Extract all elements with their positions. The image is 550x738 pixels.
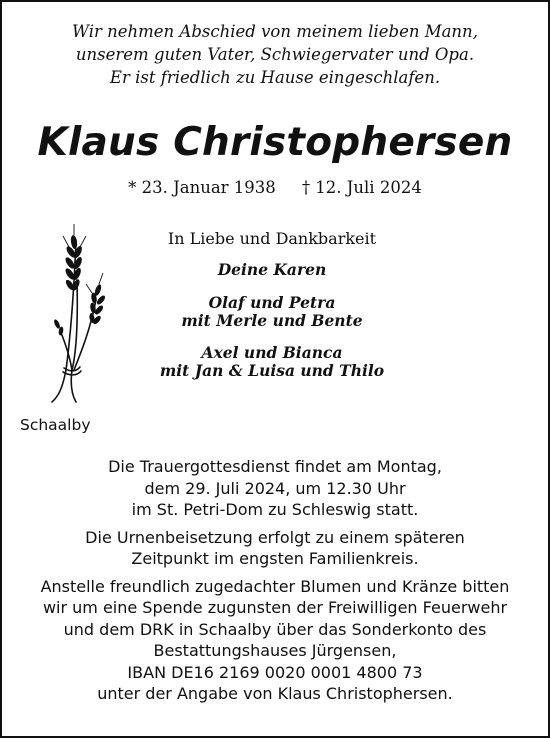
mourner-line: Olaf und Petra <box>208 293 336 312</box>
iban-line: IBAN DE16 2169 0020 0001 4800 73 <box>127 662 423 682</box>
urn-line-2: Zeitpunkt im engsten Familienkreis. <box>131 549 419 568</box>
birth-date: * 23. Januar 1938 <box>128 178 276 197</box>
urn-line-1: Die Urnenbeisetzung erfolgt zu einem späteren <box>85 527 465 547</box>
intro-text <box>2 20 548 89</box>
deceased-name: Klaus Christophersen <box>37 120 513 165</box>
life-dates <box>2 178 548 197</box>
funeral-line-1: Die Trauergottesdienst findet am Montag, <box>108 457 442 476</box>
intro-line-3: Er ist friedlich zu Hause eingeschlafen. <box>109 68 441 87</box>
mourner-line: mit Jan & Luisa und Thilo <box>159 361 385 380</box>
funeral-line-3: im St. Petri-Dom zu Schleswig statt. <box>131 500 419 519</box>
donation-line-3: und dem DRK in Schaalby über das Sonderkonto des <box>63 619 487 639</box>
donation-line-4: Bestattungshauses Jürgensen, <box>153 641 397 660</box>
donation-line-1: Anstelle freundlich zugedachter Blumen und Kränze bitten <box>40 576 510 596</box>
mourner-group-1 <box>122 261 422 279</box>
wheat-ears-icon <box>30 220 120 410</box>
mourner-group-2 <box>122 294 422 330</box>
service-information <box>2 456 548 705</box>
thanks-line: In Liebe und Dankbarkeit <box>167 229 377 248</box>
mourners-list <box>122 228 422 380</box>
intro-line-1: Wir nehmen Abschied von meinem lieben Mann, <box>72 22 478 41</box>
mourner-line: mit Merle und Bente <box>181 311 363 330</box>
intro-line-2: unserem guten Vater, Schwiegervater und Opa. <box>75 45 475 64</box>
death-date: † 12. Juli 2024 <box>301 178 422 197</box>
funeral-line-2: dem 29. Juli 2024, um 12.30 Uhr <box>144 478 406 498</box>
donation-line-6: unter der Angabe von Klaus Christophersen. <box>97 684 453 703</box>
place-name: Schaalby <box>20 416 91 434</box>
mourner-line: Axel und Bianca <box>201 343 343 362</box>
mourner-line: Deine Karen <box>217 260 327 279</box>
donation-line-2: wir um eine Spende zugunsten der Freiwilligen Feuerwehr <box>42 598 508 617</box>
mourner-group-3 <box>122 344 422 380</box>
